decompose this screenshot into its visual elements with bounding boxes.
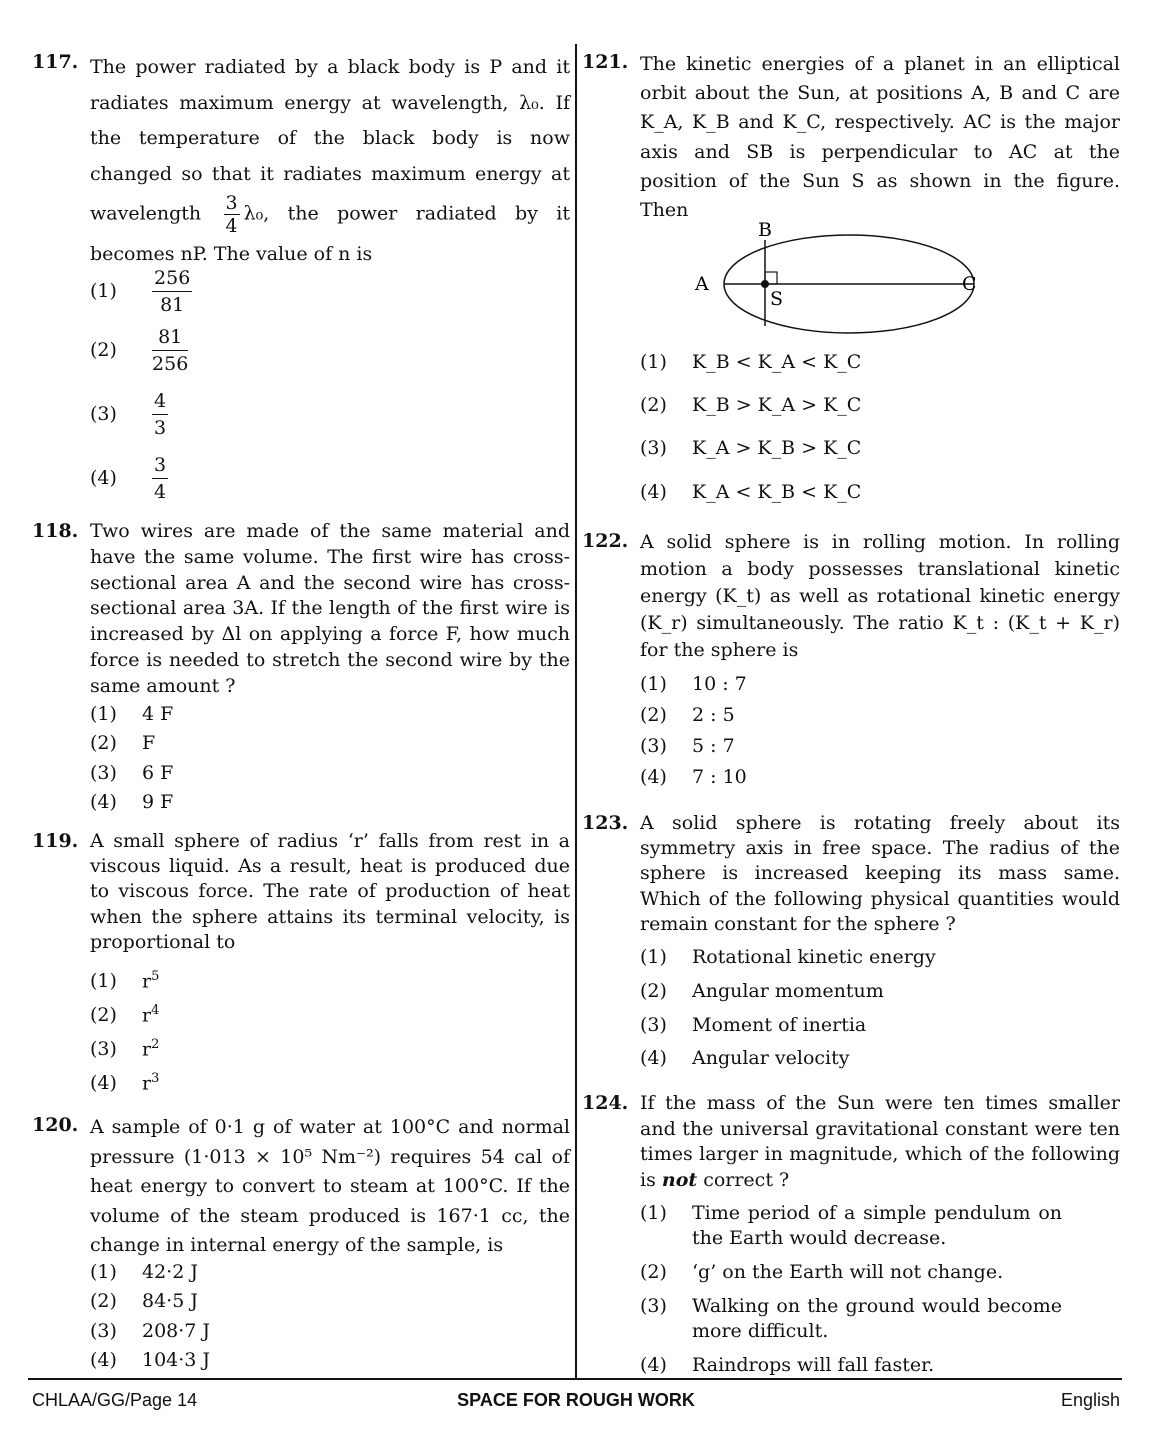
question-text: If the mass of the Sun were ten times smaller and the universal gravitational constant were ten times larger in magnitude, which of the following is not correct ? xyxy=(640,1092,1120,1191)
question-121 xyxy=(582,50,1120,503)
option-4[interactable]: (4) $\frac{3}{4}$ xyxy=(90,454,167,503)
option-1[interactable]: (1) 4 F xyxy=(90,703,174,725)
option-2[interactable]: (2) $\frac{81}{256}$ xyxy=(90,326,189,375)
question-number: 124. xyxy=(582,1092,629,1114)
question-text: The kinetic energies of a planet in an elliptical orbit about the Sun, at positions A, B and C are K_A, K_B and K_C, respectively. AC is the major axis and SB is perpendicular to AC at the position of the Sun S as shown in the figure. Then xyxy=(640,53,1120,222)
option-4[interactable]: (4) K_A < K_B < K_C xyxy=(640,481,862,503)
question-119 xyxy=(32,829,570,1095)
option-2[interactable]: (2) 84·5 J xyxy=(90,1290,198,1312)
question-number: 118. xyxy=(32,520,79,542)
footer-page-id: CHLAA/GG/Page 14 xyxy=(32,1390,198,1410)
question-text: A sample of 0·1 g of water at 100°C and normal pressure (1·013 × 10⁵ Nm⁻²) requires 54 cal of heat energy to convert to steam at 100°C. If the volume of the steam produced is 167·1 cc, the change in internal energy of the sample, is xyxy=(90,1116,570,1257)
option-3[interactable]: (3) $\frac{4}{3}$ xyxy=(90,390,167,439)
option-4[interactable]: (4) 9 F xyxy=(90,791,174,813)
question-120 xyxy=(32,1113,570,1371)
option-1[interactable]: (1) Time period of a simple pendulum on the Earth would decrease. xyxy=(640,1202,1062,1249)
label-c: C xyxy=(962,273,977,295)
option-4[interactable]: (4) Angular velocity xyxy=(640,1047,850,1069)
question-number: 119. xyxy=(32,830,79,852)
question-text: Two wires are made of the same material and have the same volume. The first wire has cross-sectional area A and the second wire has cross-sectional area 3A. If the length of the first wire is increased by Δl on applying a force F, how much force is needed to stretch the second wire by the same amount ? xyxy=(90,520,570,697)
option-3[interactable]: (3) 6 F xyxy=(90,762,174,784)
option-2[interactable]: (2) 2 : 5 xyxy=(640,704,735,726)
option-3[interactable]: (3) Walking on the ground would become more difficult. xyxy=(640,1295,1062,1342)
question-number: 121. xyxy=(582,51,629,73)
label-s: S xyxy=(770,288,784,310)
question-123 xyxy=(582,811,1120,1069)
option-4[interactable]: (4) 7 : 10 xyxy=(640,766,747,788)
footer-language: English xyxy=(1060,1390,1120,1410)
footer-rough-work: SPACE FOR ROUGH WORK xyxy=(457,1390,695,1410)
option-4[interactable]: (4) $r^3$ xyxy=(90,1071,160,1095)
column-divider xyxy=(575,44,577,1379)
question-number: 120. xyxy=(32,1114,79,1136)
emphasis-not: not xyxy=(661,1168,698,1191)
option-2[interactable]: (2) ‘g’ on the Earth will not change. xyxy=(640,1261,1004,1283)
label-a: A xyxy=(695,273,709,295)
option-1[interactable]: (1) Rotational kinetic energy xyxy=(640,946,936,968)
option-3[interactable]: (3) 5 : 7 xyxy=(640,735,735,757)
question-number: 123. xyxy=(582,812,629,834)
option-3[interactable]: (3) $r^2$ xyxy=(90,1037,160,1061)
question-text: The power radiated by a black body is P and it radiates maximum energy at wavelength, λ₀. If the temperature of the black body is now changed so that it radiates maximum energy at wavelength $\frac{3}{4}$ λ₀, the power radiated by it becomes nP. The value of n is xyxy=(90,56,570,265)
ellipse-orbit-figure xyxy=(690,218,990,338)
option-1[interactable]: (1) $r^5$ xyxy=(90,969,160,993)
question-122 xyxy=(582,529,1120,788)
fraction: $\frac{3}{4}$ xyxy=(225,192,238,237)
option-2[interactable]: (2) F xyxy=(90,732,156,754)
question-117 xyxy=(32,50,570,503)
option-2[interactable]: (2) Angular momentum xyxy=(640,980,884,1002)
footer-rule xyxy=(28,1378,1122,1380)
option-3[interactable]: (3) 208·7 J xyxy=(90,1320,211,1342)
question-text: A solid sphere is in rolling motion. In rolling motion a body possesses translational kinetic energy (K_t) as well as rotational kinetic energy (K_r) simultaneously. The ratio K_t : (K_t + K_r) for the sphere is xyxy=(640,531,1120,661)
question-text: A small sphere of radius ‘r’ falls from rest in a viscous liquid. As a result, heat is produced due to viscous force. The rate of production of heat when the sphere attains its terminal velocity, is proportional to xyxy=(90,830,570,953)
label-b: B xyxy=(758,219,772,241)
question-118 xyxy=(32,519,570,813)
option-3[interactable]: (3) Moment of inertia xyxy=(640,1014,867,1036)
option-3[interactable]: (3) K_A > K_B > K_C xyxy=(640,437,862,459)
option-1[interactable]: (1) K_B < K_A < K_C xyxy=(640,351,862,373)
option-2[interactable]: (2) K_B > K_A > K_C xyxy=(640,394,862,416)
option-1[interactable]: (1) 42·2 J xyxy=(90,1261,198,1283)
option-1[interactable]: (1) 10 : 7 xyxy=(640,673,747,695)
question-number: 117. xyxy=(32,51,79,73)
question-124 xyxy=(582,1091,1120,1376)
question-number: 122. xyxy=(582,530,629,552)
option-2[interactable]: (2) $r^4$ xyxy=(90,1003,160,1027)
question-text: A solid sphere is rotating freely about its symmetry axis in free space. The radius of the sphere is increased keeping its mass same. Which of the following physical quantities would remain constant for the sphere ? xyxy=(640,812,1120,935)
option-4[interactable]: (4) 104·3 J xyxy=(90,1349,211,1371)
option-4[interactable]: (4) Raindrops will fall faster. xyxy=(640,1354,935,1376)
option-1[interactable]: (1) $\frac{256}{81}$ xyxy=(90,267,191,316)
sun-point xyxy=(761,280,769,288)
